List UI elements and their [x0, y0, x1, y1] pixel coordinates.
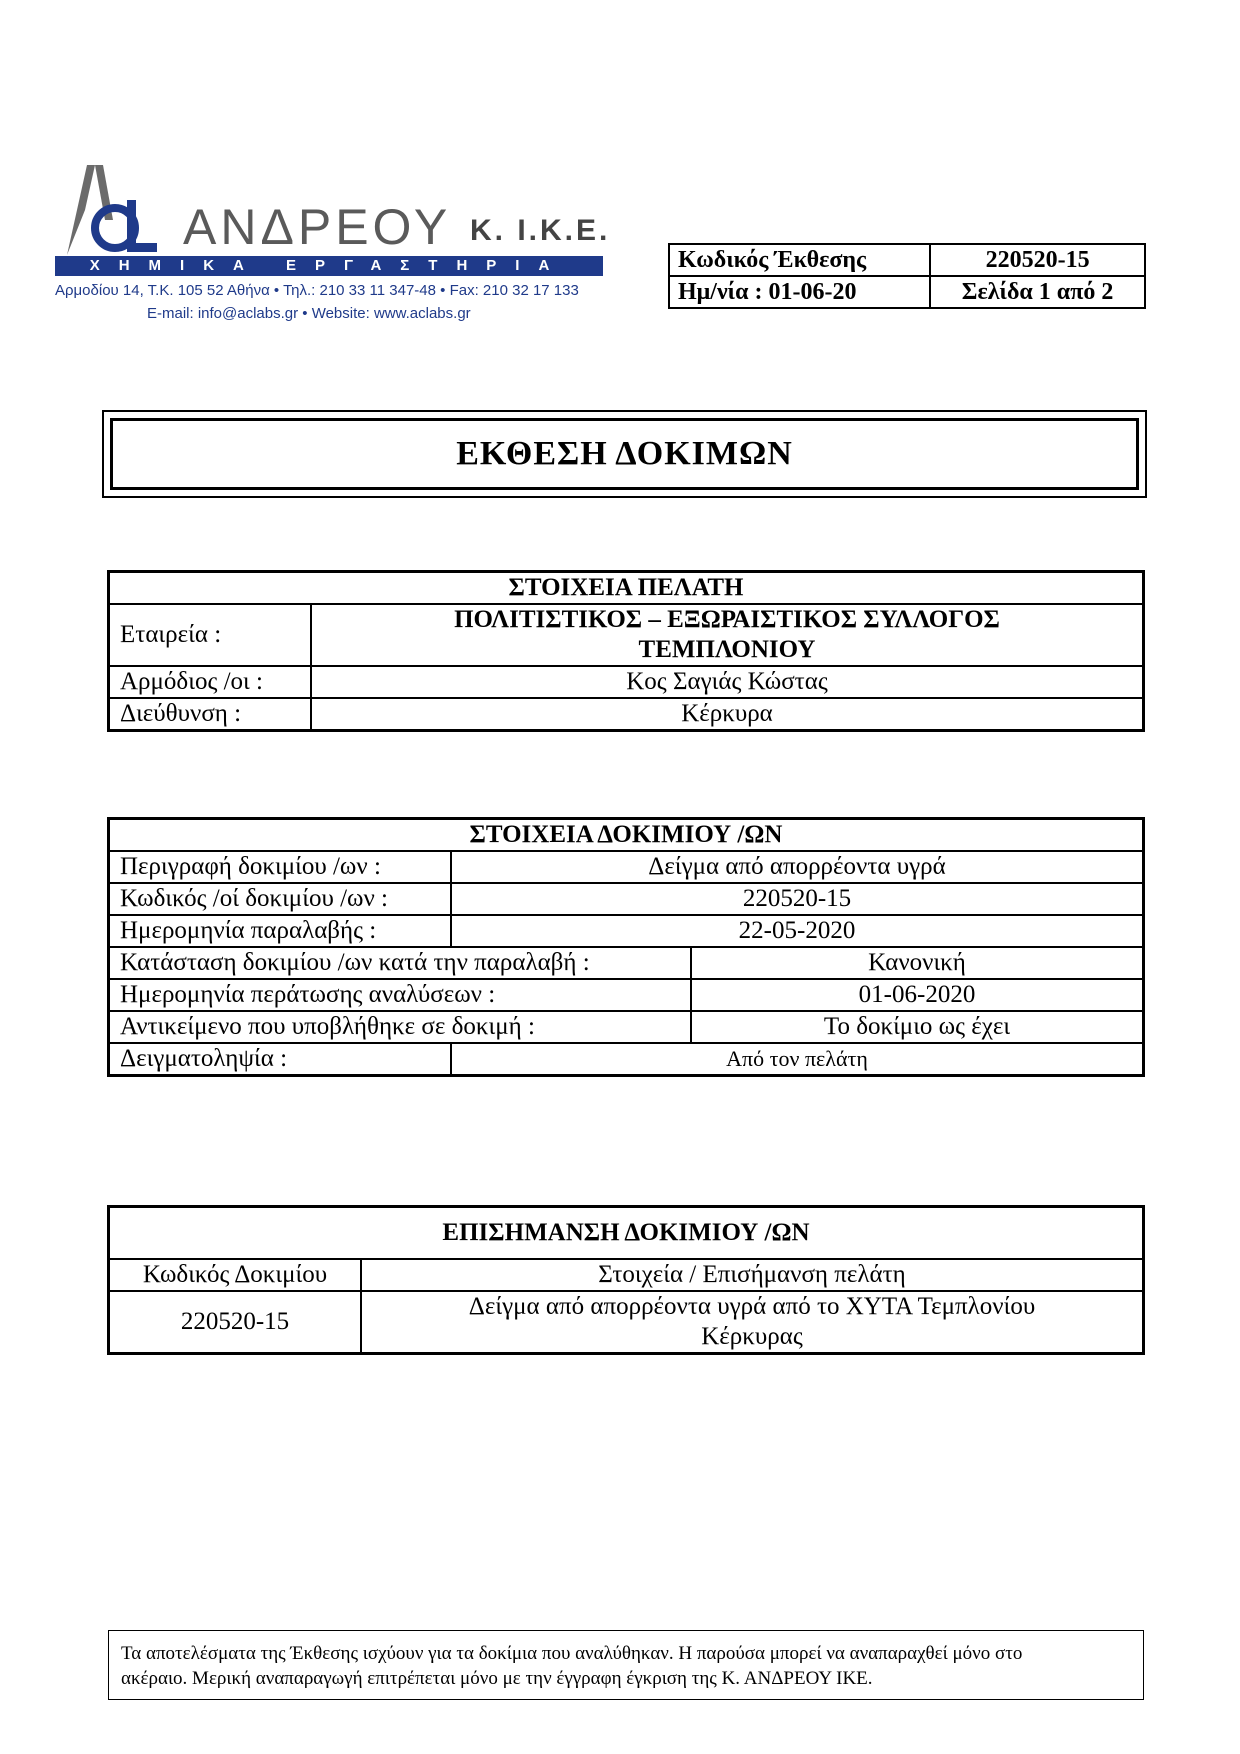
- sample-row-label: Δειγματοληψία :: [109, 1043, 452, 1076]
- page-number: Σελίδα 1 από 2: [930, 276, 1145, 308]
- marking-desc-line-2: Κέρκυρας: [701, 1323, 803, 1350]
- marking-col-desc: Στοιχεία / Επισήμανση πελάτη: [361, 1259, 1144, 1291]
- address-label: Διεύθυνση :: [109, 698, 312, 731]
- table-row: [109, 947, 1144, 979]
- sample-row-value: 01-06-2020: [691, 979, 1144, 1011]
- marking-desc: [361, 1291, 1144, 1354]
- report-header-table: [668, 243, 1146, 309]
- company-line-2: ΤΕΜΠΛΟΝΙΟΥ: [638, 636, 816, 663]
- marking-heading: ΕΠΙΣΗΜΑΝΣΗ ΔΟΚΙΜΙΟΥ /ΩΝ: [109, 1207, 1144, 1260]
- table-row: [109, 1291, 1144, 1354]
- sample-row-label: Κατάσταση δοκιμίου /ων κατά την παραλαβή :: [109, 947, 692, 979]
- contact-value: Κος Σαγιάς Κώστας: [311, 666, 1144, 698]
- company-contact-web: E-mail: info@aclabs.gr • Website: www.aclabs.gr: [147, 305, 471, 322]
- sample-marking-table: [107, 1205, 1145, 1355]
- sample-details-table: [107, 817, 1145, 1077]
- page-title: ΕΚΘΕΣΗ ΔΟΚΙΜΩΝ: [110, 418, 1139, 490]
- company-line-1: ΠΟΛΙΤΙΣΤΙΚΟΣ – ΕΞΩΡΑΙΣΤΙΚΟΣ ΣΥΛΛΟΓΟΣ: [454, 606, 1000, 633]
- company-address: Αρμοδίου 14, Τ.Κ. 105 52 Αθήνα • Τηλ.: 210 33 11 347-48 • Fax: 210 32 17 133: [55, 282, 579, 299]
- footer-line-2: ακέραιο. Μερική αναπαραγωγή επιτρέπεται μόνο με την έγγραφη έγκριση της Κ. ΑΝΔΡΕΟΥ ΙΚΕ.: [121, 1668, 873, 1689]
- brand-suffix: Κ. Ι.Κ.Ε.: [470, 214, 611, 247]
- sample-row-label: Κωδικός /οί δοκιμίου /ων :: [109, 883, 452, 915]
- sample-row-value: Κανονική: [691, 947, 1144, 979]
- table-row: [109, 883, 1144, 915]
- footer-disclaimer: [108, 1630, 1144, 1700]
- sample-row-value: Το δοκίμιο ως έχει: [691, 1011, 1144, 1043]
- client-heading: ΣΤΟΙΧΕΙΑ ΠΕΛΑΤΗ: [109, 572, 1144, 605]
- sample-row-label: Ημερομηνία περάτωσης αναλύσεων :: [109, 979, 692, 1011]
- contact-label: Αρμόδιος /οι :: [109, 666, 312, 698]
- company-logo: [55, 160, 615, 330]
- sample-row-label: Περιγραφή δοκιμίου /ων :: [109, 851, 452, 883]
- report-code: 220520-15: [930, 244, 1145, 276]
- acl-logo-icon: [55, 160, 165, 260]
- client-details-table: [107, 570, 1145, 732]
- address-value: Κέρκυρα: [311, 698, 1144, 731]
- report-code-label: Κωδικός Έκθεσης: [669, 244, 930, 276]
- company-label: Εταιρεία :: [109, 604, 312, 666]
- table-row: [109, 851, 1144, 883]
- sample-row-label: Ημερομηνία παραλαβής :: [109, 915, 452, 947]
- marking-desc-line-1: Δείγμα από απορρέοντα υγρά από το ΧΥΤΑ Τεμπλονίου: [468, 1293, 1036, 1320]
- sample-heading: ΣΤΟΙΧΕΙΑ ΔΟΚΙΜΙΟΥ /ΩΝ: [109, 819, 1144, 852]
- footer-line-1: Τα αποτελέσματα της Έκθεσης ισχύουν για τα δοκίμια που αναλύθηκαν. Η παρούσα μπορεί να αναπαραχθεί μόνο στο: [121, 1643, 1023, 1664]
- sample-row-value: Από τον πελάτη: [451, 1043, 1144, 1076]
- company-value: [311, 604, 1144, 666]
- table-row: [109, 979, 1144, 1011]
- sample-row-value: 22-05-2020: [451, 915, 1144, 947]
- marking-code: 220520-15: [109, 1291, 362, 1354]
- brand-name: ΑΝΔΡΕΟΥ: [183, 199, 452, 255]
- sample-row-label: Αντικείμενο που υποβλήθηκε σε δοκιμή :: [109, 1011, 692, 1043]
- brand-subtitle: ΧΗΜΙΚΑ ΕΡΓΑΣΤΗΡΙΑ: [55, 256, 603, 276]
- marking-col-code: Κωδικός Δοκιμίου: [109, 1259, 362, 1291]
- sample-row-value: 220520-15: [451, 883, 1144, 915]
- report-date: Ημ/νία : 01-06-20: [669, 276, 930, 308]
- table-row: [109, 1011, 1144, 1043]
- table-row: [109, 1043, 1144, 1076]
- sample-row-value: Δείγμα από απορρέοντα υγρά: [451, 851, 1144, 883]
- table-row: [109, 915, 1144, 947]
